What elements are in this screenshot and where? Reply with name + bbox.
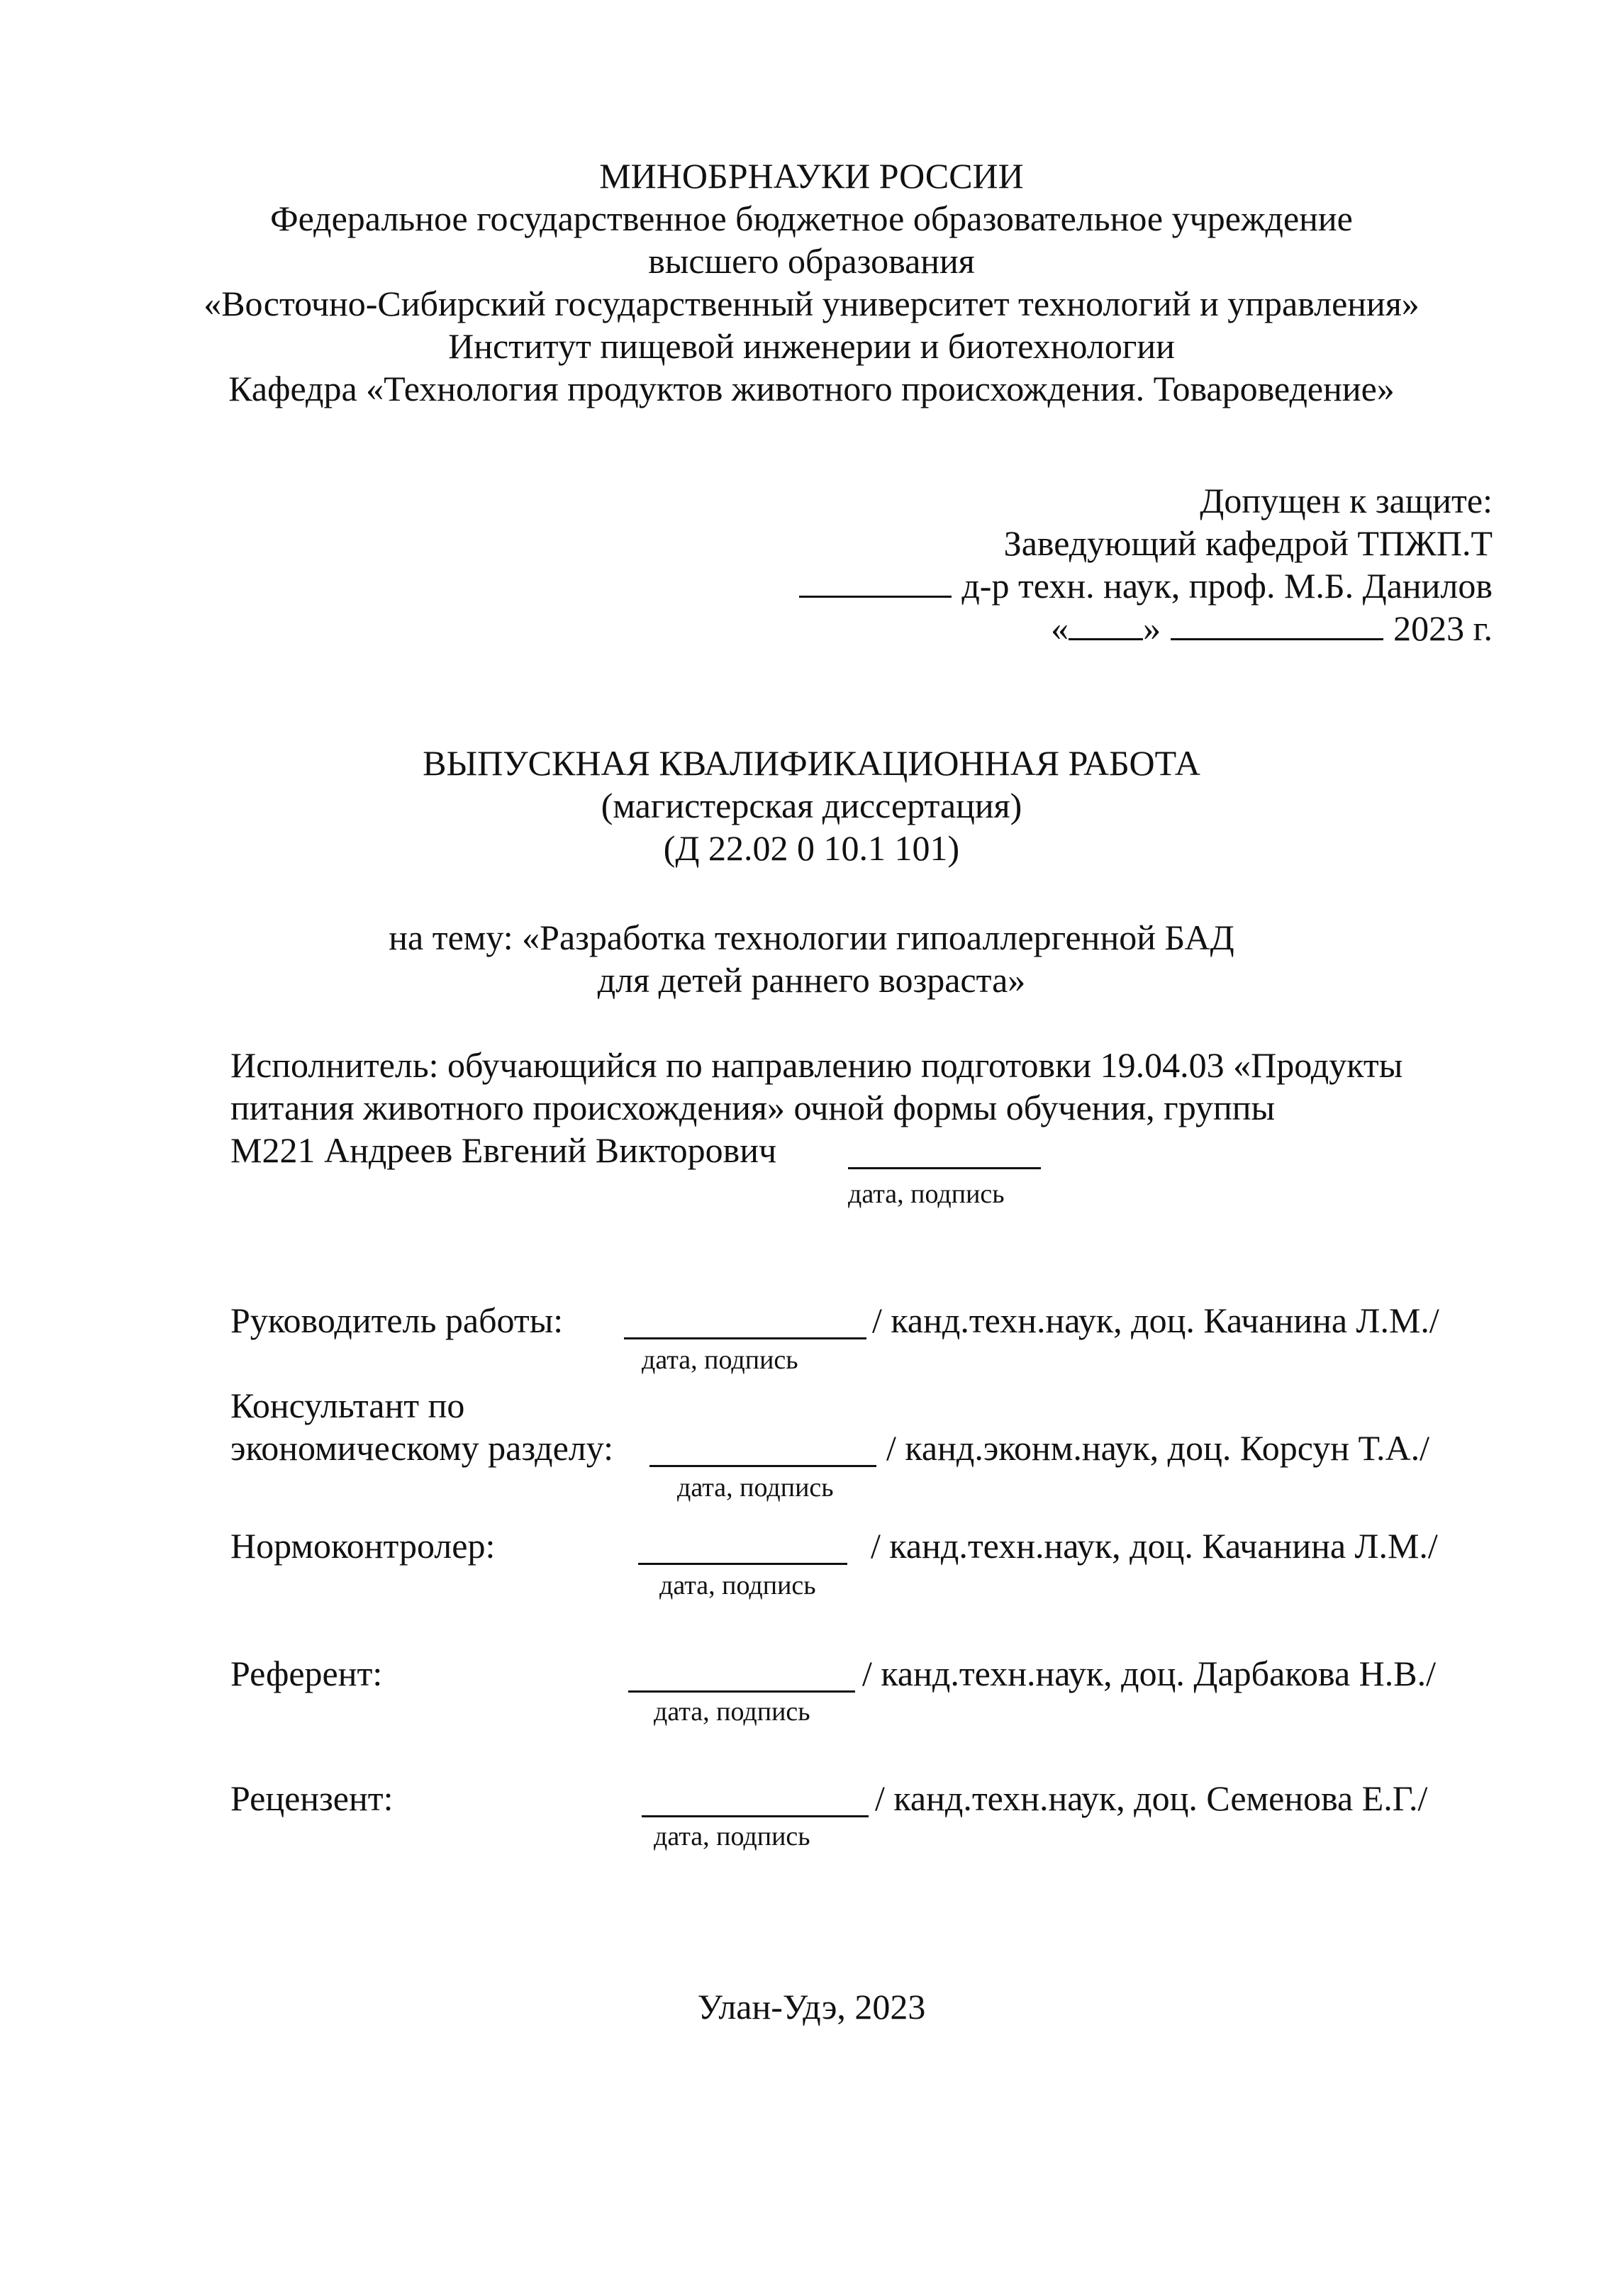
reviewer-role: Рецензент: xyxy=(230,1778,394,1818)
department-name: Кафедра «Технология продуктов животного происхождения. Товароведение» xyxy=(228,369,1395,408)
reviewer-person: / канд.техн.наук, доц. Семенова Е.Г./ xyxy=(875,1778,1428,1818)
performer-signature-blank xyxy=(848,1167,1041,1169)
performer-line-1: Исполнитель: обучающийся по направлению подготовки 19.04.03 «Продукты xyxy=(230,1045,1403,1085)
consultant-signature-caption: дата, подпись xyxy=(677,1473,834,1503)
admitted-label: Допущен к защите: xyxy=(1200,481,1493,520)
supervisor-signature-caption: дата, подпись xyxy=(642,1345,798,1375)
referent-role: Референт: xyxy=(230,1654,383,1693)
consultant-role: экономическому разделу: xyxy=(230,1428,613,1468)
approval-year: 2023 г. xyxy=(1393,608,1493,648)
referent-signature-caption: дата, подпись xyxy=(654,1697,810,1727)
consultant-role-line-1: Консультант по xyxy=(230,1386,465,1425)
institution-line-1: Федеральное государственное бюджетное образовательное учреждение xyxy=(270,199,1353,238)
head-of-department-title: Заведующий кафедрой ТПЖП.Т xyxy=(1003,523,1493,563)
signature-blank xyxy=(799,564,952,598)
supervisor-person: / канд.техн.наук, доц. Качанина Л.М./ xyxy=(872,1300,1439,1340)
head-of-department-signature-line xyxy=(799,564,1493,607)
head-of-department-name: д-р техн. наук, проф. М.Б. Данилов xyxy=(961,566,1493,606)
referent-person: / канд.техн.наук, доц. Дарбакова Н.В./ xyxy=(862,1654,1437,1693)
norm-controller-person: / канд.техн.наук, доц. Качанина Л.М./ xyxy=(871,1526,1438,1566)
topic-line-1: на тему: «Разработка технологии гипоаллергенной БАД xyxy=(389,918,1234,957)
approval-date-line xyxy=(1051,607,1493,650)
date-open-quote: « xyxy=(1051,608,1069,648)
performer-line-3: М221 Андреев Евгений Викторович xyxy=(230,1130,777,1170)
institution-line-2: высшего образования xyxy=(648,241,975,281)
supervisor-role: Руководитель работы: xyxy=(230,1300,564,1340)
topic-line-2: для детей раннего возраста» xyxy=(597,960,1026,1000)
work-subtype: (магистерская диссертация) xyxy=(601,786,1022,825)
month-blank xyxy=(1171,607,1383,640)
referent-signature-blank xyxy=(628,1690,855,1693)
supervisor-signature-blank xyxy=(624,1337,866,1339)
work-type-title: ВЫПУСКНАЯ КВАЛИФИКАЦИОННАЯ РАБОТА xyxy=(423,743,1200,783)
ministry-heading: МИНОБРНАУКИ РОССИИ xyxy=(599,156,1024,196)
reviewer-signature-caption: дата, подпись xyxy=(654,1822,810,1851)
consultant-person: / канд.эконм.наук, доц. Корсун Т.А./ xyxy=(886,1428,1430,1468)
performer-line-2: питания животного происхождения» очной формы обучения, группы xyxy=(230,1088,1276,1127)
performer-signature-caption: дата, подпись xyxy=(848,1179,1005,1209)
city-year: Улан-Удэ, 2023 xyxy=(697,1987,926,2027)
day-blank xyxy=(1069,607,1143,640)
norm-controller-role: Нормоконтролер: xyxy=(230,1526,496,1566)
work-code: (Д 22.02 0 10.1 101) xyxy=(663,828,960,868)
norm-controller-signature-caption: дата, подпись xyxy=(659,1571,816,1600)
consultant-signature-blank xyxy=(649,1465,876,1467)
university-name: «Восточно-Сибирский государственный университет технологий и управления» xyxy=(203,284,1420,323)
institute-name: Институт пищевой инженерии и биотехнологии xyxy=(448,326,1175,366)
reviewer-signature-blank xyxy=(642,1815,869,1817)
date-close-quote: » xyxy=(1143,608,1161,648)
norm-controller-signature-blank xyxy=(638,1563,847,1565)
